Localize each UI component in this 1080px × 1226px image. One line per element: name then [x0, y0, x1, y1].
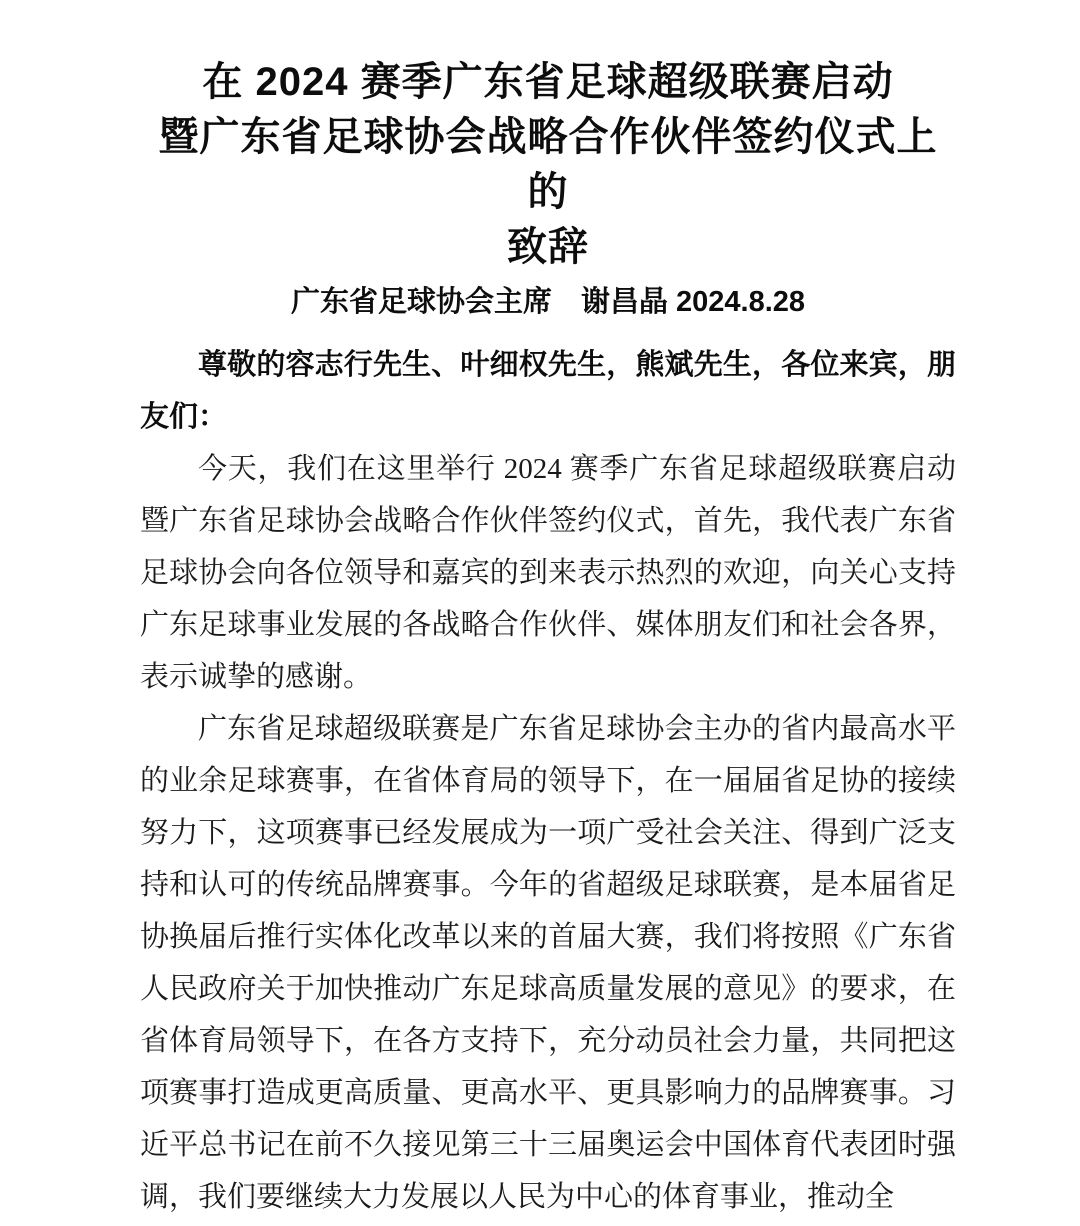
document-title — [140, 55, 956, 275]
byline: 广东省足球协会主席 谢昌晶 2024.8.28 — [290, 286, 806, 318]
main-paragraph: 广东省足球超级联赛是广东省足球协会主办的省内最高水平的业余足球赛事，在省体育局的领导下，在一届届省足协的接续努力下，这项赛事已经发展成为一项广受社会关注、得到广泛支持和认可的传统品牌赛事。今年的省超级足球联赛，是本届省足协换届后推行实体化改革以来的首届大赛，我们将按照《广东省人民政府关于加快推动广东足球高质量发展的意见》的要求，在省体育局领导下，在各方支持下，充分动员社会力量，共同把这项赛事打造成更高质量、更高水平、更具影响力的品牌赛事。习近平总书记在前不久接见第三十三届奥运会中国体育代表团时强调，我们要继续大力发展以人民为中心的体育事业，推动全 — [140, 713, 956, 1213]
title-line-3: 致辞 — [507, 225, 589, 269]
salutation-paragraph: 尊敬的容志行先生、叶细权先生，熊斌先生，各位来宾，朋友们： — [140, 349, 956, 433]
opening-paragraph: 今天，我们在这里举行 2024 赛季广东省足球超级联赛启动暨广东省足球协会战略合作伙伴签约仪式，首先，我代表广东省足球协会向各位领导和嘉宾的到来表示热烈的欢迎，向关心支持广东足球事业发展的各战略合作伙伴、媒体朋友们和社会各界，表示诚挚的感谢。 — [140, 453, 956, 693]
title-line-2: 暨广东省足球协会战略合作伙伴签约仪式上的 — [158, 115, 938, 214]
document-page — [0, 55, 1080, 1226]
title-line-1: 在 2024 赛季广东省足球超级联赛启动 — [202, 60, 894, 104]
